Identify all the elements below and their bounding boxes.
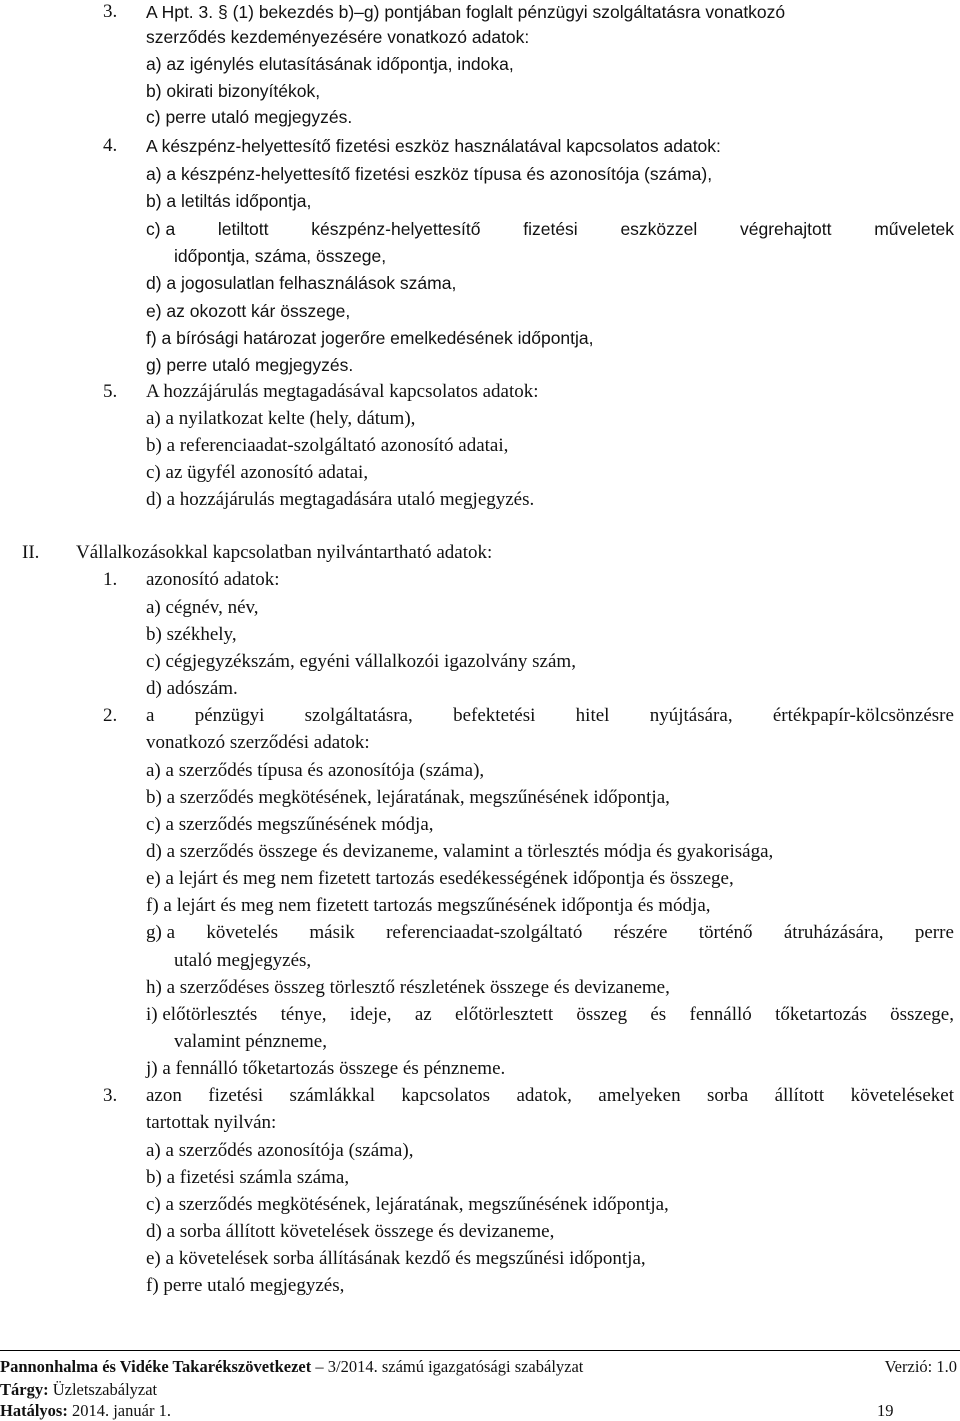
- word: tőketartozás: [775, 1004, 867, 1025]
- word: műveletek: [874, 219, 954, 239]
- footer-doc-number: – 3/2014. számú igazgatósági szabályzat: [311, 1357, 584, 1376]
- list-item: a) a szerződés azonosítója (száma),: [146, 1140, 414, 1161]
- word: azon: [146, 1085, 182, 1106]
- item-heading-cont: tartottak nyilván:: [146, 1112, 277, 1133]
- word: fizetési: [523, 219, 578, 239]
- item-heading: azonosító adatok:: [146, 569, 280, 590]
- list-item: e) a követelések sorba állításának kezdő és megszűnési időpontja,: [146, 1248, 646, 1269]
- list-item: d) a hozzájárulás megtagadására utaló megjegyzés.: [146, 489, 535, 510]
- word: ténye,: [280, 1004, 327, 1025]
- list-item: a) a szerződés típusa és azonosítója (száma),: [146, 760, 485, 781]
- word: részére: [613, 922, 668, 943]
- item-number: 1.: [103, 569, 118, 590]
- footer-version: Verzió: 1.0: [884, 1357, 957, 1376]
- word: történő: [698, 922, 753, 943]
- list-item: d) a jogosulatlan felhasználások száma,: [146, 273, 457, 293]
- page-number: 19: [877, 1401, 894, 1420]
- list-item-justified: [146, 1003, 954, 1027]
- list-item: d) adószám.: [146, 678, 238, 699]
- list-item: b) okirati bizonyítékok,: [146, 81, 321, 101]
- word: fizetési: [208, 1085, 264, 1106]
- word: hitel: [575, 705, 610, 726]
- list-item: b) a szerződés megkötésének, lejáratának, megszűnésének időpontja,: [146, 787, 670, 808]
- word: pénzügyi: [194, 705, 265, 726]
- word: eszközzel: [620, 219, 698, 239]
- word: amelyeken: [598, 1085, 681, 1106]
- footer-subject-label: Tárgy:: [0, 1380, 49, 1399]
- list-item: b) székhely,: [146, 624, 237, 645]
- footer-effective-label: Hatályos:: [0, 1401, 68, 1420]
- word: az: [414, 1004, 432, 1025]
- item-heading: A készpénz-helyettesítő fizetési eszköz használatával kapcsolatos adatok:: [146, 136, 721, 156]
- list-item: a) a készpénz-helyettesítő fizetési eszköz típusa és azonosítója (száma),: [146, 164, 713, 184]
- item-number: 5.: [103, 381, 118, 402]
- footer-line-2: [0, 1380, 157, 1400]
- list-item: c) perre utaló megjegyzés.: [146, 107, 353, 127]
- list-item: a) az igénylés elutasításának időpontja, indoka,: [146, 54, 514, 74]
- footer-org: Pannonhalma és Vidéke Takarékszövetkezet: [0, 1357, 312, 1376]
- item-heading: A hozzájárulás megtagadásával kapcsolatos adatok:: [146, 381, 539, 402]
- list-item: b) a letiltás időpontja,: [146, 191, 312, 211]
- list-item: f) a lejárt és meg nem fizetett tartozás megszűnésének időpontja és módja,: [146, 895, 711, 916]
- list-item-cont: utaló megjegyzés,: [174, 950, 312, 971]
- footer-divider: [0, 1350, 960, 1351]
- list-item-justified: [146, 217, 954, 241]
- list-item: j) a fennálló tőketartozás összege és pénzneme.: [146, 1058, 506, 1079]
- word: előtörlesztett: [454, 1004, 554, 1025]
- word: nyújtására,: [649, 705, 733, 726]
- word: másik: [309, 922, 355, 943]
- word: kapcsolatos: [401, 1085, 491, 1106]
- list-item: e) az okozott kár összege,: [146, 301, 351, 321]
- item-number: 3.: [103, 1, 118, 22]
- footer-effective-date: 2014. január 1.: [67, 1401, 171, 1420]
- item-heading-justified: [146, 704, 954, 728]
- item-heading: A Hpt. 3. § (1) bekezdés b)–g) pontjában foglalt pénzügyi szolgáltatásra vonatkozó: [146, 2, 786, 22]
- list-item: e) a lejárt és meg nem fizetett tartozás esedékességének időpontja és összege,: [146, 868, 734, 889]
- list-item: d) a sorba állított követelések összege és devizaneme,: [146, 1221, 555, 1242]
- item-heading-cont: szerződés kezdeményezésére vonatkozó adatok:: [146, 27, 530, 47]
- list-item: a) a nyilatkozat kelte (hely, dátum),: [146, 408, 416, 429]
- word: a: [146, 705, 155, 726]
- list-item: h) a szerződéses összeg törlesztő részletének összege és devizaneme,: [146, 977, 670, 998]
- list-item-cont: időpontja, száma, összege,: [174, 246, 387, 266]
- word: átruházására,: [783, 922, 884, 943]
- list-item: g) perre utaló megjegyzés.: [146, 355, 354, 375]
- footer-subject: Üzletszabályzat: [48, 1380, 158, 1399]
- footer-line-1: [0, 1357, 583, 1377]
- word: és: [650, 1004, 667, 1025]
- word: i) előtörlesztés: [146, 1004, 258, 1025]
- item-heading-justified: [146, 1084, 954, 1108]
- item-number: 4.: [103, 135, 118, 156]
- item-heading-cont: vonatkozó szerződési adatok:: [146, 732, 370, 753]
- section-heading: Vállalkozásokkal kapcsolatban nyilvántartható adatok:: [76, 542, 493, 563]
- list-item: c) cégjegyzékszám, egyéni vállalkozói igazolvány szám,: [146, 651, 576, 672]
- list-item: b) a fizetési számla száma,: [146, 1167, 350, 1188]
- word: végrehajtott: [740, 219, 832, 239]
- word: értékpapír-kölcsönzésre: [772, 705, 954, 726]
- word: szolgáltatásra,: [304, 705, 413, 726]
- list-item: f) a bírósági határozat jogerőre emelkedésének időpontja,: [146, 328, 594, 348]
- list-item: a) cégnév, név,: [146, 597, 259, 618]
- word: perre: [914, 922, 954, 943]
- word: fennálló: [689, 1004, 752, 1025]
- list-item: d) a szerződés összege és devizaneme, valamint a törlesztés módja és gyakorisága,: [146, 841, 774, 862]
- footer-line-3: [0, 1401, 171, 1421]
- word: adatok,: [516, 1085, 572, 1106]
- list-item: c) a szerződés megkötésének, lejáratának, megszűnésének időpontja,: [146, 1194, 669, 1215]
- word: letiltott: [217, 219, 269, 239]
- item-number: 2.: [103, 705, 118, 726]
- word: követelés: [206, 922, 279, 943]
- word: referenciaadat-szolgáltató: [386, 922, 583, 943]
- word: állított: [774, 1085, 825, 1106]
- item-number: 3.: [103, 1085, 118, 1106]
- word: összege,: [890, 1004, 954, 1025]
- section-number: II.: [22, 542, 40, 563]
- list-item: c) az ügyfél azonosító adatai,: [146, 462, 369, 483]
- word: befektetési: [453, 705, 536, 726]
- word: c) a: [146, 219, 176, 239]
- word: ideje,: [349, 1004, 392, 1025]
- word: követeléseket: [850, 1085, 954, 1106]
- list-item-cont: valamint pénzneme,: [174, 1031, 327, 1052]
- list-item: c) a szerződés megszűnésének módja,: [146, 814, 434, 835]
- list-item-justified: [146, 921, 954, 945]
- word: sorba: [707, 1085, 749, 1106]
- list-item: b) a referenciaadat-szolgáltató azonosító adatai,: [146, 435, 509, 456]
- word: összeg: [576, 1004, 628, 1025]
- word: készpénz-helyettesítő: [311, 219, 481, 239]
- list-item: f) perre utaló megjegyzés,: [146, 1275, 345, 1296]
- word: g) a: [146, 922, 176, 943]
- word: számlákkal: [289, 1085, 376, 1106]
